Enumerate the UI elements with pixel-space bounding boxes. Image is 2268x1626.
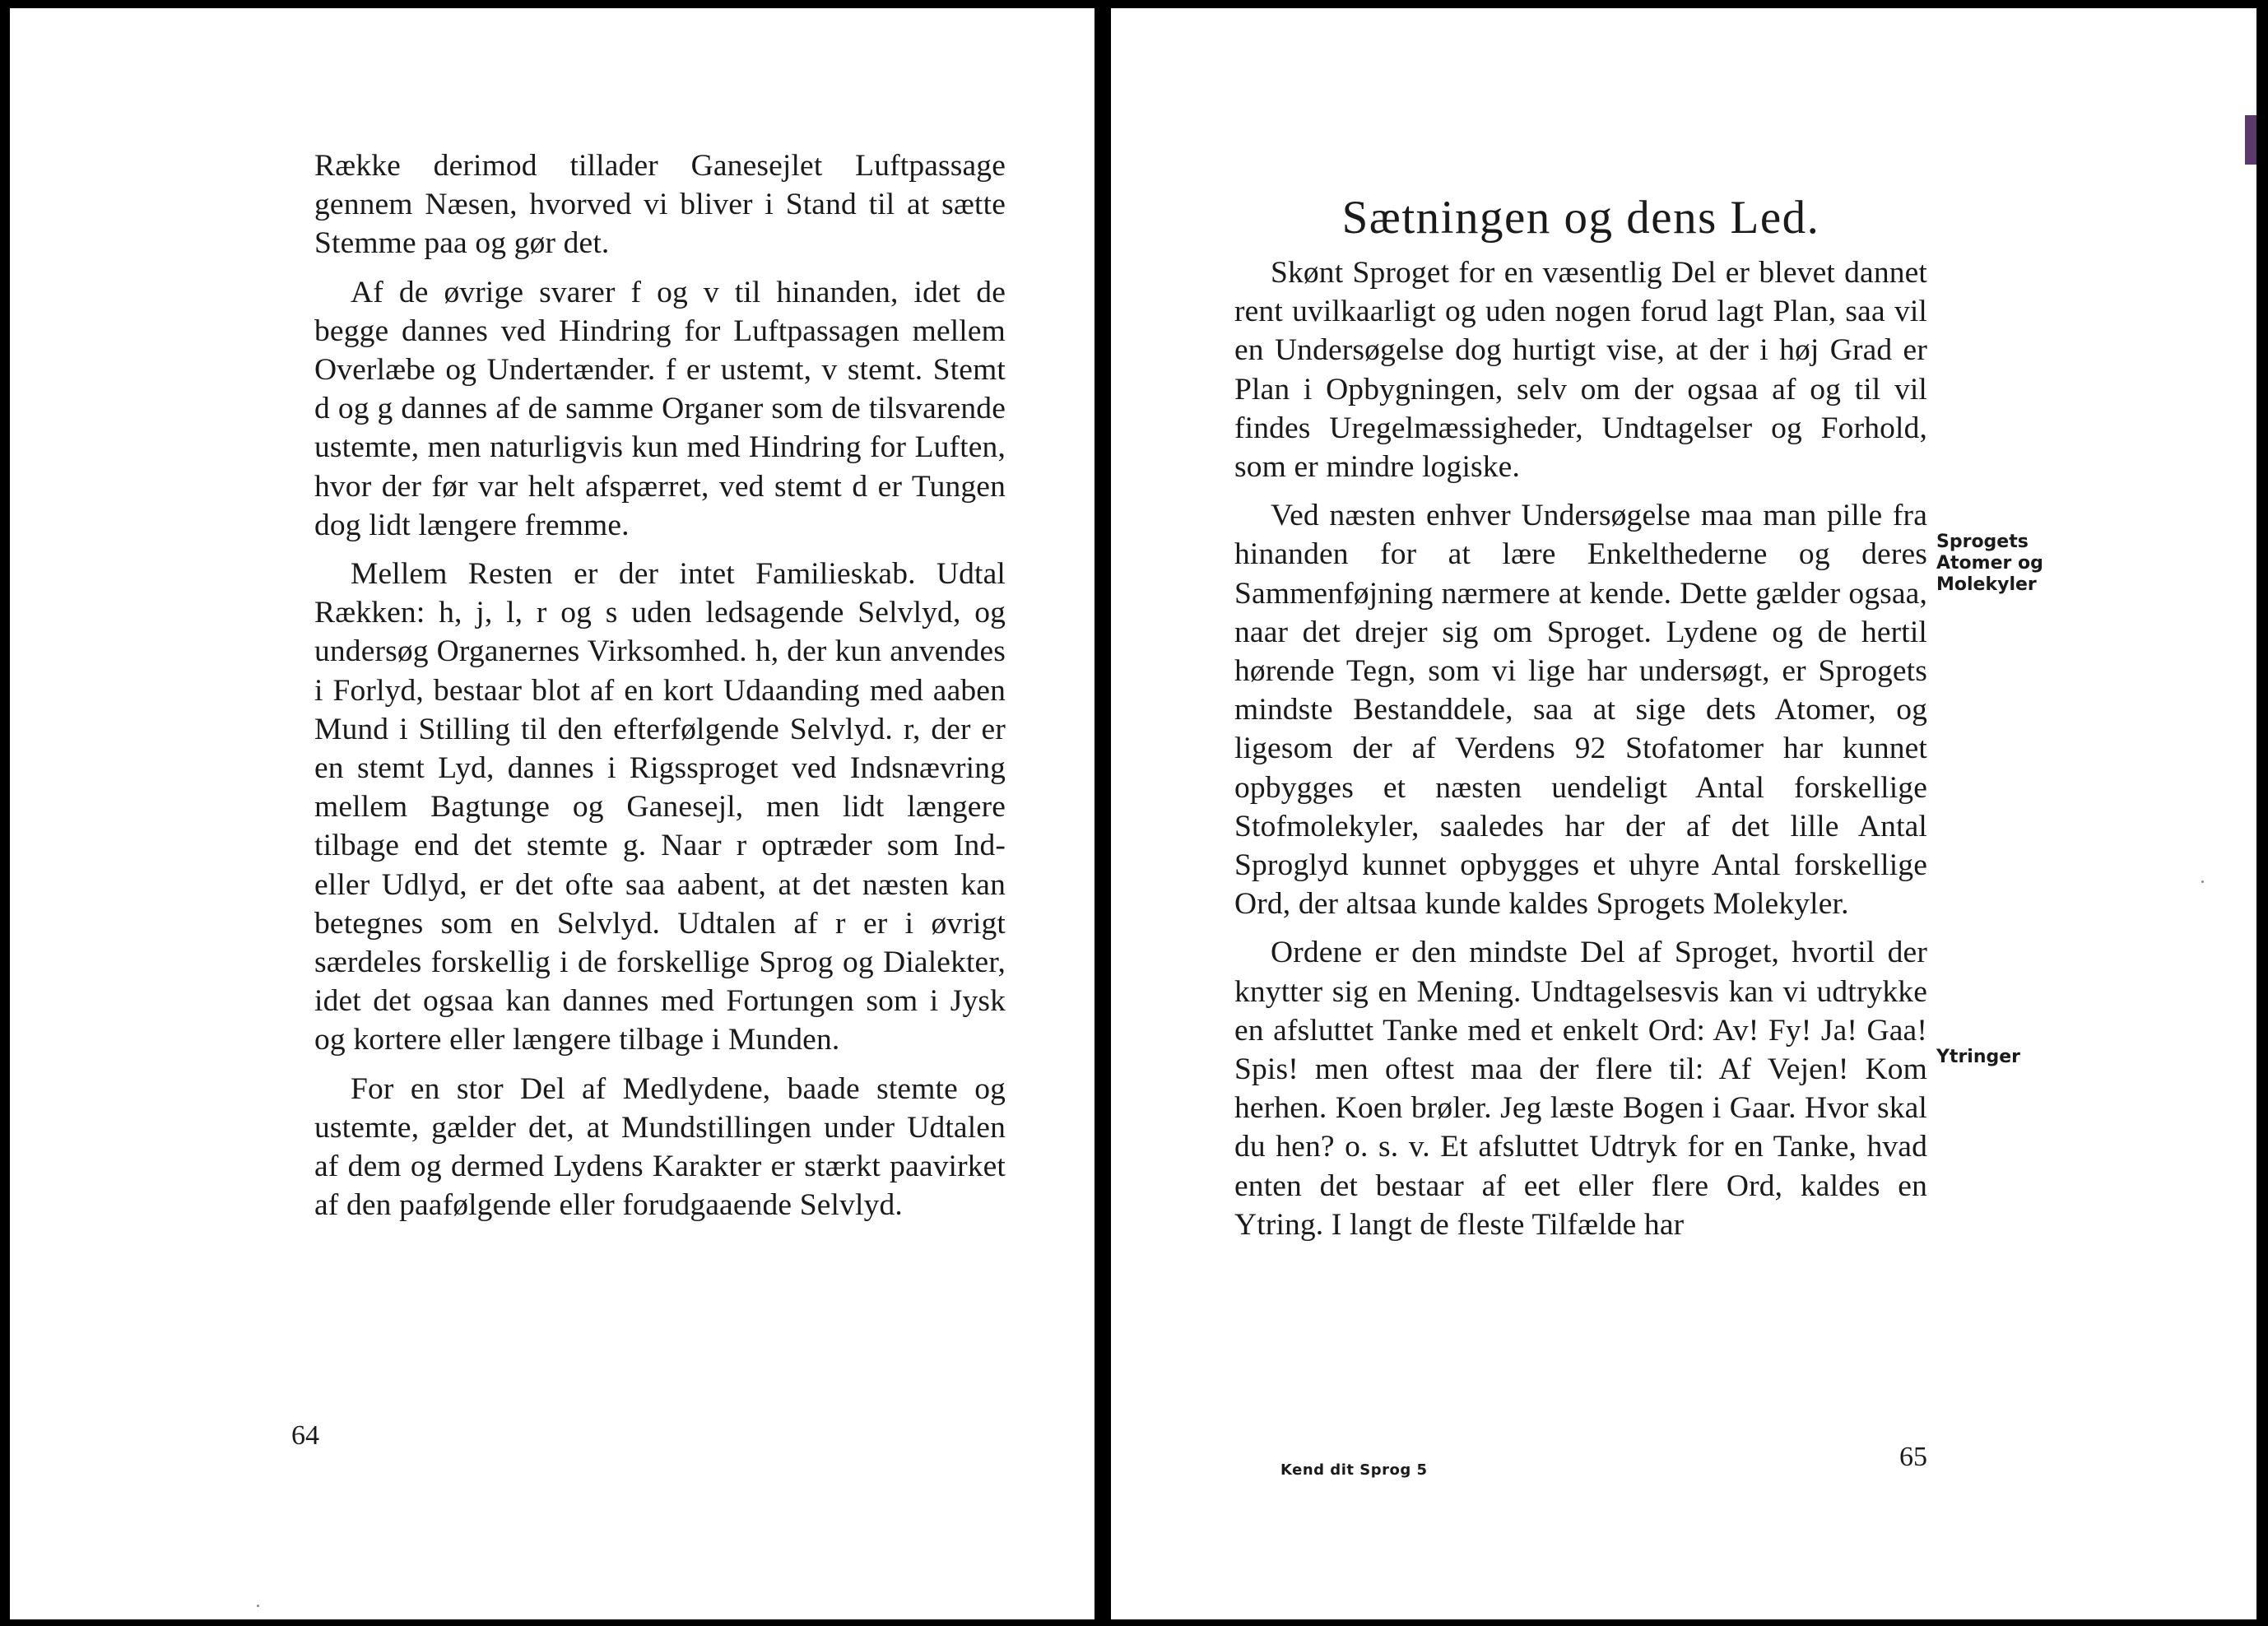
paper-speck — [257, 1605, 259, 1607]
page-number: 65 — [1899, 1442, 1927, 1472]
paragraph: Mellem Resten er der intet Familieskab. Udtal Rækken: h, j, l, r og s uden ledsagende Selvlyd, og undersøg Organernes Virksomhed. h, der kun anvendes i Forlyd, bestaar blot af en kort Udaanding med aaben Mund i Stilling til den efterfølgende Selvlyd. r, der er en stemt Lyd, dannes i Rigssproget ved Indsnævring mellem Bagtunge og Ganesejl, men lidt længere tilbage end det stemte g. Naar r optræder som Ind- eller Udlyd, er det ofte saa aabent, at det næsten kan betegnes som en Selvlyd. Udtalen af r er i øvrigt særdeles forskellig i de forskellige Sprog og Dialekter, idet det ogsaa kan dannes med Fortungen som i Jysk og kortere eller længere tilbage i Munden. — [314, 557, 1006, 1057]
paragraph: Række derimod tillader Ganesejlet Luftpassage gennem Næsen, hvorved vi bliver i Stand til at sætte Stemme paa og gør det. — [314, 149, 1006, 261]
margin-note-line: Molekyler — [1936, 574, 2037, 595]
paragraph: Ved næsten enhver Undersøgelse maa man pille fra hinanden for at lære Enkelthederne og deres Sammenføjning nærmere at kende. Dette gælder ogsaa, naar det drejer sig om Sproget. Lydene og de hertil hørende Tegn, som vi lige har undersøgt, er Sprogets mindste Bestanddele, saa at sige dets Atomer, og ligesom der af Verdens 92 Stofatomer har kunnet opbygges et næsten uendeligt Antal forskellige Stofmolekyler, saaledes har der af det lille Antal Sproglyd kunnet opbygges et uhyre Antal forskellige Ord, der altsaa kunde kaldes Sprogets Molekyler. — [1234, 499, 1927, 922]
paragraph: For en stor Del af Medlydene, baade stemte og ustemte, gælder det, at Mundstillingen under Udtalen af dem og dermed Lydens Karakter er stærkt paavirket af den paafølgende eller forudgaaende Selvlyd. — [314, 1071, 1006, 1223]
right-page — [1111, 8, 2256, 1619]
margin-note-ytringer: Ytringer — [1936, 1047, 2021, 1067]
margin-note-atoms — [1936, 532, 2043, 596]
margin-note-line: Atomer og — [1936, 553, 2043, 574]
paper-speck — [2201, 880, 2204, 883]
paragraph: Af de øvrige svarer f og v til hinanden, idet de begge dannes ved Hindring for Luftpassagen mellem Overlæbe og Undertænder. f er ustemt, v stemt. Stemt d og g dannes af de samme Organer som de tilsvarende ustemte, men naturligvis kun med Hindring for Luften, hvor der før var helt afspærret, ved stemt d er Tungen dog lidt længere fremme. — [314, 275, 1006, 542]
paragraph: Skønt Sproget for en væsentlig Del er blevet dannet rent uvilkaarligt og uden nogen forud lagt Plan, saa vil en Undersøgelse dog hurtigt vise, at der i høj Grad er Plan i Opbygningen, selv om der ogsaa af og til vil findes Uregelmæssigheder, Undtagelser og Forhold, som er mindre logiske. — [1234, 256, 1927, 485]
chapter-heading: Sætningen og dens Led. — [1341, 192, 1820, 244]
right-text-block — [1234, 253, 1927, 1254]
left-page — [10, 8, 1094, 1619]
page-number: 64 — [291, 1420, 319, 1451]
page-edge-mark — [2245, 115, 2256, 165]
margin-note-line: Sprogets — [1936, 532, 2029, 552]
left-text-block — [314, 146, 1006, 1234]
paragraph: Ordene er den mindste Del af Sproget, hvortil der knytter sig en Mening. Undtagelsesvis kan vi udtrykke en afsluttet Tanke med et enkelt Ord: Av! Fy! Ja! Gaa! Spis! men oftest maa der flere til: Af Vejen! Kom herhen. Koen brøler. Jeg læste Bogen i Gaar. Hvor skal du hen? o. s. v. Et afsluttet Udtryk for en Tanke, hvad enten det bestaar af eet eller flere Ord, kaldes en Ytring. I langt de fleste Tilfælde har — [1234, 936, 1927, 1242]
signature-mark: Kend dit Sprog 5 — [1280, 1461, 1428, 1479]
